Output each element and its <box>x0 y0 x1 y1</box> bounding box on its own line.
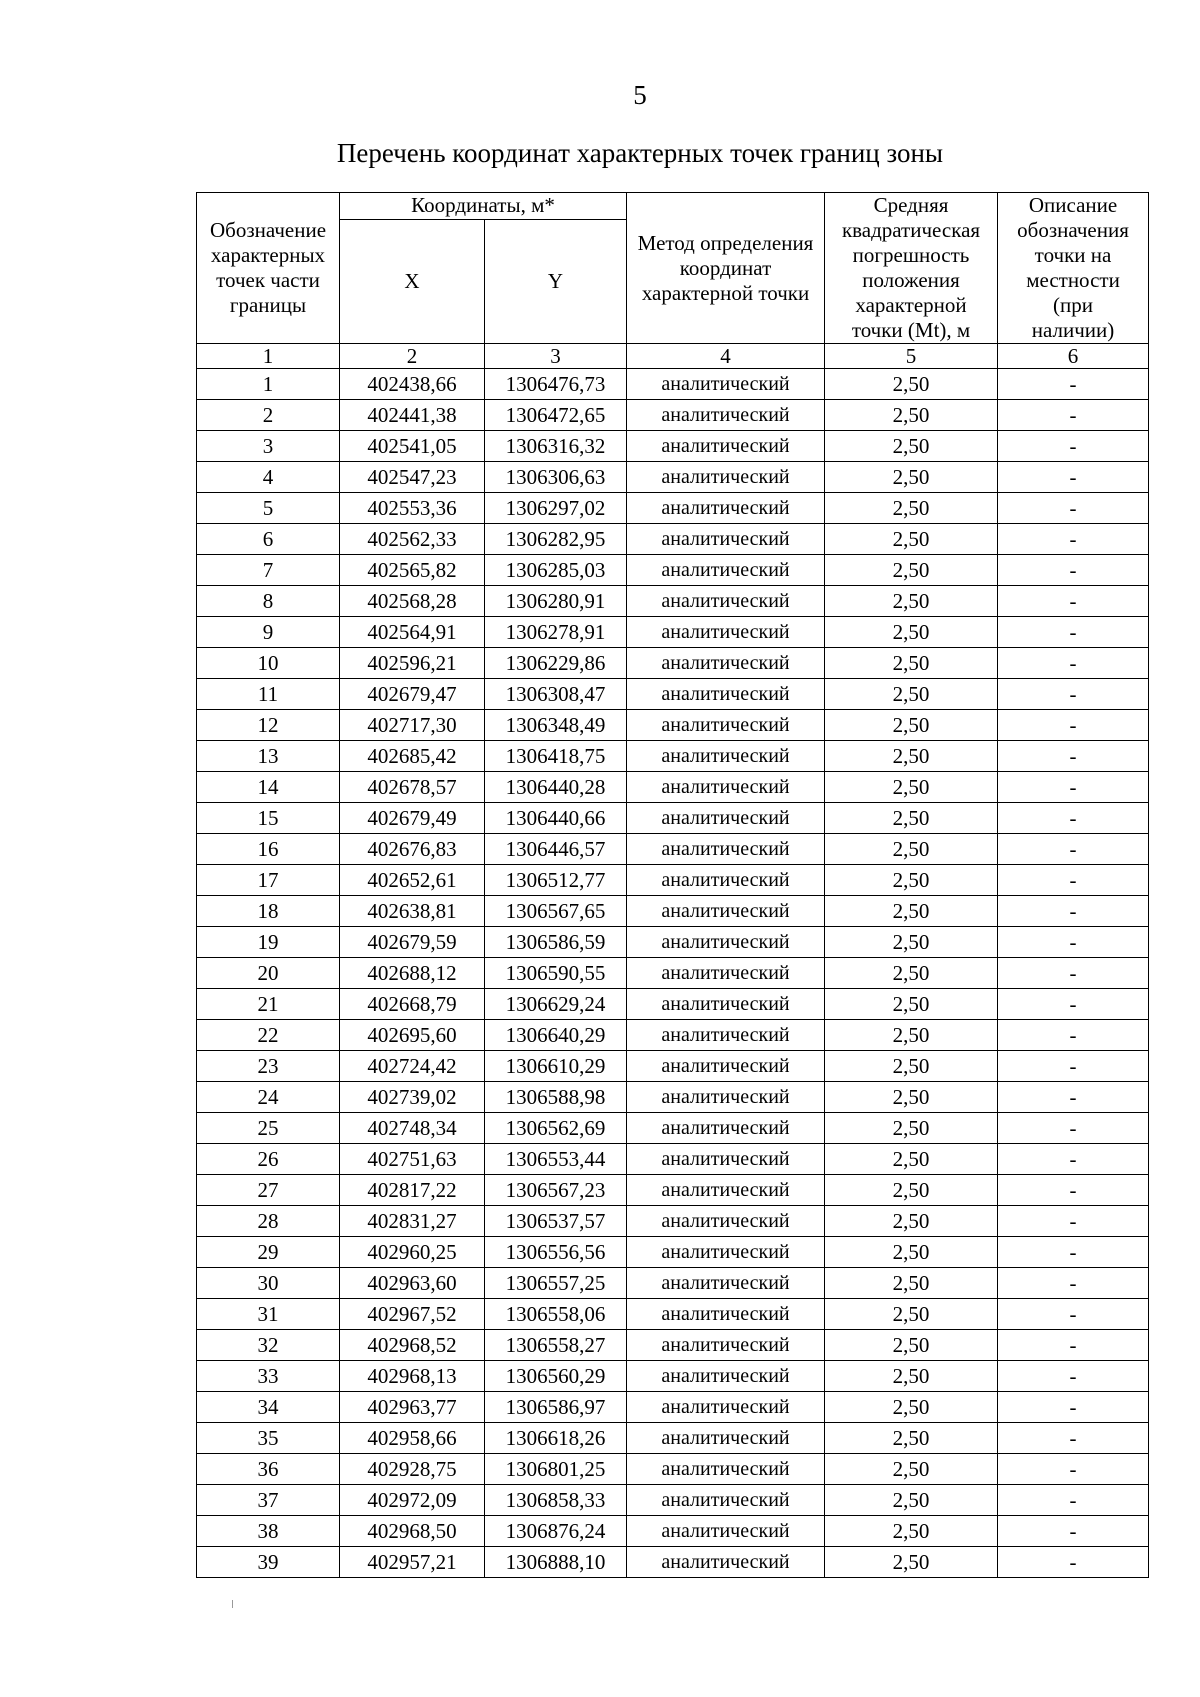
point-id-cell: 36 <box>197 1454 340 1485</box>
header-method: Метод определения координат характерной точки <box>627 193 825 344</box>
scan-mark <box>232 1600 233 1608</box>
header-y: Y <box>485 220 627 344</box>
point-id-cell: 6 <box>197 524 340 555</box>
point-id-cell: 22 <box>197 1020 340 1051</box>
method-cell: аналитический <box>627 1175 825 1206</box>
error-cell: 2,50 <box>825 1175 998 1206</box>
error-cell: 2,50 <box>825 772 998 803</box>
table-row <box>197 1485 1149 1516</box>
description-cell: - <box>998 1144 1149 1175</box>
table-row <box>197 1237 1149 1268</box>
x-coordinate-cell: 402688,12 <box>340 958 485 989</box>
x-coordinate-cell: 402668,79 <box>340 989 485 1020</box>
header-designation: Обозначение характерных точек части границы <box>197 193 340 344</box>
column-number: 1 <box>197 344 340 369</box>
table-row <box>197 1392 1149 1423</box>
error-cell: 2,50 <box>825 803 998 834</box>
x-coordinate-cell: 402441,38 <box>340 400 485 431</box>
page-number: 5 <box>633 80 647 110</box>
error-cell: 2,50 <box>825 1485 998 1516</box>
point-id-cell: 39 <box>197 1547 340 1578</box>
table-row <box>197 1361 1149 1392</box>
header-coordinates: Координаты, м* <box>340 193 627 220</box>
table-row <box>197 989 1149 1020</box>
table-row <box>197 896 1149 927</box>
description-cell: - <box>998 493 1149 524</box>
point-id-cell: 3 <box>197 431 340 462</box>
method-cell: аналитический <box>627 1547 825 1578</box>
description-cell: - <box>998 617 1149 648</box>
description-cell: - <box>998 400 1149 431</box>
table-row <box>197 1516 1149 1547</box>
point-id-cell: 18 <box>197 896 340 927</box>
point-id-cell: 37 <box>197 1485 340 1516</box>
x-coordinate-cell: 402652,61 <box>340 865 485 896</box>
method-cell: аналитический <box>627 1051 825 1082</box>
error-cell: 2,50 <box>825 1237 998 1268</box>
point-id-cell: 16 <box>197 834 340 865</box>
header-description: Описание обозначения точки на местности (при наличии) <box>998 193 1149 344</box>
y-coordinate-cell: 1306476,73 <box>485 369 627 400</box>
y-coordinate-cell: 1306640,29 <box>485 1020 627 1051</box>
description-cell: - <box>998 1423 1149 1454</box>
error-cell: 2,50 <box>825 834 998 865</box>
point-id-cell: 35 <box>197 1423 340 1454</box>
x-coordinate-cell: 402963,60 <box>340 1268 485 1299</box>
error-cell: 2,50 <box>825 1113 998 1144</box>
point-id-cell: 5 <box>197 493 340 524</box>
table-row <box>197 1423 1149 1454</box>
method-cell: аналитический <box>627 1237 825 1268</box>
description-cell: - <box>998 555 1149 586</box>
y-coordinate-cell: 1306618,26 <box>485 1423 627 1454</box>
column-number: 2 <box>340 344 485 369</box>
table-row <box>197 369 1149 400</box>
point-id-cell: 33 <box>197 1361 340 1392</box>
point-id-cell: 23 <box>197 1051 340 1082</box>
y-coordinate-cell: 1306888,10 <box>485 1547 627 1578</box>
table-row <box>197 1454 1149 1485</box>
column-number: 4 <box>627 344 825 369</box>
point-id-cell: 11 <box>197 679 340 710</box>
table-row <box>197 431 1149 462</box>
method-cell: аналитический <box>627 1454 825 1485</box>
x-coordinate-cell: 402568,28 <box>340 586 485 617</box>
error-cell: 2,50 <box>825 462 998 493</box>
x-coordinate-cell: 402928,75 <box>340 1454 485 1485</box>
error-cell: 2,50 <box>825 524 998 555</box>
point-id-cell: 38 <box>197 1516 340 1547</box>
description-cell: - <box>998 1082 1149 1113</box>
coordinates-table <box>196 192 1149 1578</box>
description-cell: - <box>998 1392 1149 1423</box>
y-coordinate-cell: 1306348,49 <box>485 710 627 741</box>
y-coordinate-cell: 1306590,55 <box>485 958 627 989</box>
point-id-cell: 29 <box>197 1237 340 1268</box>
description-cell: - <box>998 865 1149 896</box>
x-coordinate-cell: 402562,33 <box>340 524 485 555</box>
x-coordinate-cell: 402724,42 <box>340 1051 485 1082</box>
table-row <box>197 865 1149 896</box>
x-coordinate-cell: 402679,59 <box>340 927 485 958</box>
x-coordinate-cell: 402958,66 <box>340 1423 485 1454</box>
table-row <box>197 772 1149 803</box>
error-cell: 2,50 <box>825 1547 998 1578</box>
y-coordinate-cell: 1306446,57 <box>485 834 627 865</box>
y-coordinate-cell: 1306285,03 <box>485 555 627 586</box>
table-row <box>197 1051 1149 1082</box>
x-coordinate-cell: 402541,05 <box>340 431 485 462</box>
method-cell: аналитический <box>627 1020 825 1051</box>
error-cell: 2,50 <box>825 741 998 772</box>
y-coordinate-cell: 1306558,27 <box>485 1330 627 1361</box>
description-cell: - <box>998 803 1149 834</box>
y-coordinate-cell: 1306278,91 <box>485 617 627 648</box>
table-row <box>197 1330 1149 1361</box>
description-cell: - <box>998 524 1149 555</box>
description-cell: - <box>998 1175 1149 1206</box>
method-cell: аналитический <box>627 1361 825 1392</box>
x-coordinate-cell: 402685,42 <box>340 741 485 772</box>
error-cell: 2,50 <box>825 369 998 400</box>
point-id-cell: 24 <box>197 1082 340 1113</box>
table-row <box>197 834 1149 865</box>
x-coordinate-cell: 402748,34 <box>340 1113 485 1144</box>
description-cell: - <box>998 1299 1149 1330</box>
method-cell: аналитический <box>627 493 825 524</box>
point-id-cell: 32 <box>197 1330 340 1361</box>
description-cell: - <box>998 710 1149 741</box>
y-coordinate-cell: 1306560,29 <box>485 1361 627 1392</box>
x-coordinate-cell: 402968,13 <box>340 1361 485 1392</box>
error-cell: 2,50 <box>825 1361 998 1392</box>
method-cell: аналитический <box>627 1299 825 1330</box>
y-coordinate-cell: 1306308,47 <box>485 679 627 710</box>
table-row <box>197 400 1149 431</box>
point-id-cell: 17 <box>197 865 340 896</box>
error-cell: 2,50 <box>825 555 998 586</box>
y-coordinate-cell: 1306440,66 <box>485 803 627 834</box>
error-cell: 2,50 <box>825 679 998 710</box>
method-cell: аналитический <box>627 741 825 772</box>
table-row <box>197 1175 1149 1206</box>
error-cell: 2,50 <box>825 1051 998 1082</box>
y-coordinate-cell: 1306280,91 <box>485 586 627 617</box>
point-id-cell: 34 <box>197 1392 340 1423</box>
error-cell: 2,50 <box>825 1206 998 1237</box>
x-coordinate-cell: 402553,36 <box>340 493 485 524</box>
table-row <box>197 1113 1149 1144</box>
table-row <box>197 710 1149 741</box>
error-cell: 2,50 <box>825 1268 998 1299</box>
y-coordinate-cell: 1306282,95 <box>485 524 627 555</box>
x-coordinate-cell: 402679,49 <box>340 803 485 834</box>
x-coordinate-cell: 402638,81 <box>340 896 485 927</box>
table-row <box>197 493 1149 524</box>
y-coordinate-cell: 1306297,02 <box>485 493 627 524</box>
error-cell: 2,50 <box>825 586 998 617</box>
description-cell: - <box>998 431 1149 462</box>
description-cell: - <box>998 1485 1149 1516</box>
error-cell: 2,50 <box>825 1082 998 1113</box>
description-cell: - <box>998 896 1149 927</box>
y-coordinate-cell: 1306567,23 <box>485 1175 627 1206</box>
table-row <box>197 617 1149 648</box>
point-id-cell: 31 <box>197 1299 340 1330</box>
error-cell: 2,50 <box>825 710 998 741</box>
table-row <box>197 679 1149 710</box>
table-row <box>197 958 1149 989</box>
description-cell: - <box>998 1113 1149 1144</box>
table-row <box>197 1206 1149 1237</box>
y-coordinate-cell: 1306801,25 <box>485 1454 627 1485</box>
error-cell: 2,50 <box>825 493 998 524</box>
method-cell: аналитический <box>627 431 825 462</box>
table-row <box>197 1082 1149 1113</box>
method-cell: аналитический <box>627 617 825 648</box>
description-cell: - <box>998 648 1149 679</box>
table-row <box>197 648 1149 679</box>
method-cell: аналитический <box>627 927 825 958</box>
x-coordinate-cell: 402565,82 <box>340 555 485 586</box>
description-cell: - <box>998 462 1149 493</box>
description-cell: - <box>998 1051 1149 1082</box>
description-cell: - <box>998 1206 1149 1237</box>
method-cell: аналитический <box>627 586 825 617</box>
error-cell: 2,50 <box>825 1454 998 1485</box>
description-cell: - <box>998 1516 1149 1547</box>
method-cell: аналитический <box>627 400 825 431</box>
error-cell: 2,50 <box>825 617 998 648</box>
error-cell: 2,50 <box>825 989 998 1020</box>
method-cell: аналитический <box>627 1423 825 1454</box>
table-row <box>197 555 1149 586</box>
table-row <box>197 1144 1149 1175</box>
description-cell: - <box>998 586 1149 617</box>
description-cell: - <box>998 1268 1149 1299</box>
description-cell: - <box>998 989 1149 1020</box>
y-coordinate-cell: 1306418,75 <box>485 741 627 772</box>
error-cell: 2,50 <box>825 1392 998 1423</box>
x-coordinate-cell: 402679,47 <box>340 679 485 710</box>
error-cell: 2,50 <box>825 648 998 679</box>
method-cell: аналитический <box>627 1516 825 1547</box>
y-coordinate-cell: 1306229,86 <box>485 648 627 679</box>
error-cell: 2,50 <box>825 1330 998 1361</box>
description-cell: - <box>998 927 1149 958</box>
method-cell: аналитический <box>627 1206 825 1237</box>
point-id-cell: 1 <box>197 369 340 400</box>
point-id-cell: 8 <box>197 586 340 617</box>
method-cell: аналитический <box>627 524 825 555</box>
column-number: 6 <box>998 344 1149 369</box>
y-coordinate-cell: 1306558,06 <box>485 1299 627 1330</box>
y-coordinate-cell: 1306610,29 <box>485 1051 627 1082</box>
error-cell: 2,50 <box>825 1020 998 1051</box>
point-id-cell: 20 <box>197 958 340 989</box>
point-id-cell: 9 <box>197 617 340 648</box>
point-id-cell: 13 <box>197 741 340 772</box>
error-cell: 2,50 <box>825 896 998 927</box>
x-coordinate-cell: 402967,52 <box>340 1299 485 1330</box>
method-cell: аналитический <box>627 462 825 493</box>
x-coordinate-cell: 402960,25 <box>340 1237 485 1268</box>
point-id-cell: 21 <box>197 989 340 1020</box>
table-row <box>197 462 1149 493</box>
point-id-cell: 25 <box>197 1113 340 1144</box>
x-coordinate-cell: 402717,30 <box>340 710 485 741</box>
method-cell: аналитический <box>627 555 825 586</box>
point-id-cell: 15 <box>197 803 340 834</box>
x-coordinate-cell: 402739,02 <box>340 1082 485 1113</box>
error-cell: 2,50 <box>825 1516 998 1547</box>
method-cell: аналитический <box>627 1485 825 1516</box>
description-cell: - <box>998 1020 1149 1051</box>
x-coordinate-cell: 402438,66 <box>340 369 485 400</box>
point-id-cell: 4 <box>197 462 340 493</box>
x-coordinate-cell: 402596,21 <box>340 648 485 679</box>
error-cell: 2,50 <box>825 431 998 462</box>
method-cell: аналитический <box>627 648 825 679</box>
description-cell: - <box>998 958 1149 989</box>
method-cell: аналитический <box>627 679 825 710</box>
description-cell: - <box>998 1547 1149 1578</box>
y-coordinate-cell: 1306306,63 <box>485 462 627 493</box>
method-cell: аналитический <box>627 1144 825 1175</box>
error-cell: 2,50 <box>825 865 998 896</box>
table-row <box>197 1299 1149 1330</box>
x-coordinate-cell: 402751,63 <box>340 1144 485 1175</box>
column-number: 3 <box>485 344 627 369</box>
method-cell: аналитический <box>627 772 825 803</box>
point-id-cell: 12 <box>197 710 340 741</box>
point-id-cell: 28 <box>197 1206 340 1237</box>
column-number-row <box>197 344 1149 369</box>
x-coordinate-cell: 402957,21 <box>340 1547 485 1578</box>
x-coordinate-cell: 402831,27 <box>340 1206 485 1237</box>
point-id-cell: 7 <box>197 555 340 586</box>
point-id-cell: 14 <box>197 772 340 803</box>
description-cell: - <box>998 1330 1149 1361</box>
method-cell: аналитический <box>627 989 825 1020</box>
y-coordinate-cell: 1306858,33 <box>485 1485 627 1516</box>
point-id-cell: 27 <box>197 1175 340 1206</box>
method-cell: аналитический <box>627 369 825 400</box>
point-id-cell: 2 <box>197 400 340 431</box>
table-row <box>197 524 1149 555</box>
table-header-row <box>197 193 1149 220</box>
y-coordinate-cell: 1306567,65 <box>485 896 627 927</box>
header-error: Средняя квадратическая погрешность положения характерной точки (Mt), м <box>825 193 998 344</box>
header-x: X <box>340 220 485 344</box>
method-cell: аналитический <box>627 710 825 741</box>
y-coordinate-cell: 1306629,24 <box>485 989 627 1020</box>
y-coordinate-cell: 1306557,25 <box>485 1268 627 1299</box>
x-coordinate-cell: 402695,60 <box>340 1020 485 1051</box>
y-coordinate-cell: 1306562,69 <box>485 1113 627 1144</box>
method-cell: аналитический <box>627 834 825 865</box>
column-number: 5 <box>825 344 998 369</box>
method-cell: аналитический <box>627 803 825 834</box>
table-row <box>197 1547 1149 1578</box>
error-cell: 2,50 <box>825 1299 998 1330</box>
method-cell: аналитический <box>627 1268 825 1299</box>
x-coordinate-cell: 402547,23 <box>340 462 485 493</box>
table-row <box>197 741 1149 772</box>
y-coordinate-cell: 1306537,57 <box>485 1206 627 1237</box>
method-cell: аналитический <box>627 1330 825 1361</box>
y-coordinate-cell: 1306586,97 <box>485 1392 627 1423</box>
description-cell: - <box>998 1237 1149 1268</box>
method-cell: аналитический <box>627 1082 825 1113</box>
table-row <box>197 1020 1149 1051</box>
y-coordinate-cell: 1306586,59 <box>485 927 627 958</box>
table-row <box>197 1268 1149 1299</box>
y-coordinate-cell: 1306472,65 <box>485 400 627 431</box>
y-coordinate-cell: 1306512,77 <box>485 865 627 896</box>
y-coordinate-cell: 1306316,32 <box>485 431 627 462</box>
y-coordinate-cell: 1306553,44 <box>485 1144 627 1175</box>
error-cell: 2,50 <box>825 1144 998 1175</box>
description-cell: - <box>998 369 1149 400</box>
description-cell: - <box>998 1361 1149 1392</box>
x-coordinate-cell: 402678,57 <box>340 772 485 803</box>
method-cell: аналитический <box>627 896 825 927</box>
method-cell: аналитический <box>627 1113 825 1144</box>
table-row <box>197 586 1149 617</box>
point-id-cell: 30 <box>197 1268 340 1299</box>
description-cell: - <box>998 834 1149 865</box>
error-cell: 2,50 <box>825 400 998 431</box>
method-cell: аналитический <box>627 865 825 896</box>
method-cell: аналитический <box>627 958 825 989</box>
x-coordinate-cell: 402968,50 <box>340 1516 485 1547</box>
point-id-cell: 26 <box>197 1144 340 1175</box>
y-coordinate-cell: 1306588,98 <box>485 1082 627 1113</box>
x-coordinate-cell: 402963,77 <box>340 1392 485 1423</box>
method-cell: аналитический <box>627 1392 825 1423</box>
description-cell: - <box>998 1454 1149 1485</box>
error-cell: 2,50 <box>825 927 998 958</box>
x-coordinate-cell: 402676,83 <box>340 834 485 865</box>
point-id-cell: 10 <box>197 648 340 679</box>
table-row <box>197 927 1149 958</box>
x-coordinate-cell: 402817,22 <box>340 1175 485 1206</box>
x-coordinate-cell: 402972,09 <box>340 1485 485 1516</box>
description-cell: - <box>998 741 1149 772</box>
y-coordinate-cell: 1306556,56 <box>485 1237 627 1268</box>
x-coordinate-cell: 402968,52 <box>340 1330 485 1361</box>
y-coordinate-cell: 1306876,24 <box>485 1516 627 1547</box>
error-cell: 2,50 <box>825 958 998 989</box>
description-cell: - <box>998 772 1149 803</box>
y-coordinate-cell: 1306440,28 <box>485 772 627 803</box>
x-coordinate-cell: 402564,91 <box>340 617 485 648</box>
document-title: Перечень координат характерных точек границ зоны <box>336 138 944 168</box>
table-row <box>197 803 1149 834</box>
point-id-cell: 19 <box>197 927 340 958</box>
description-cell: - <box>998 679 1149 710</box>
error-cell: 2,50 <box>825 1423 998 1454</box>
